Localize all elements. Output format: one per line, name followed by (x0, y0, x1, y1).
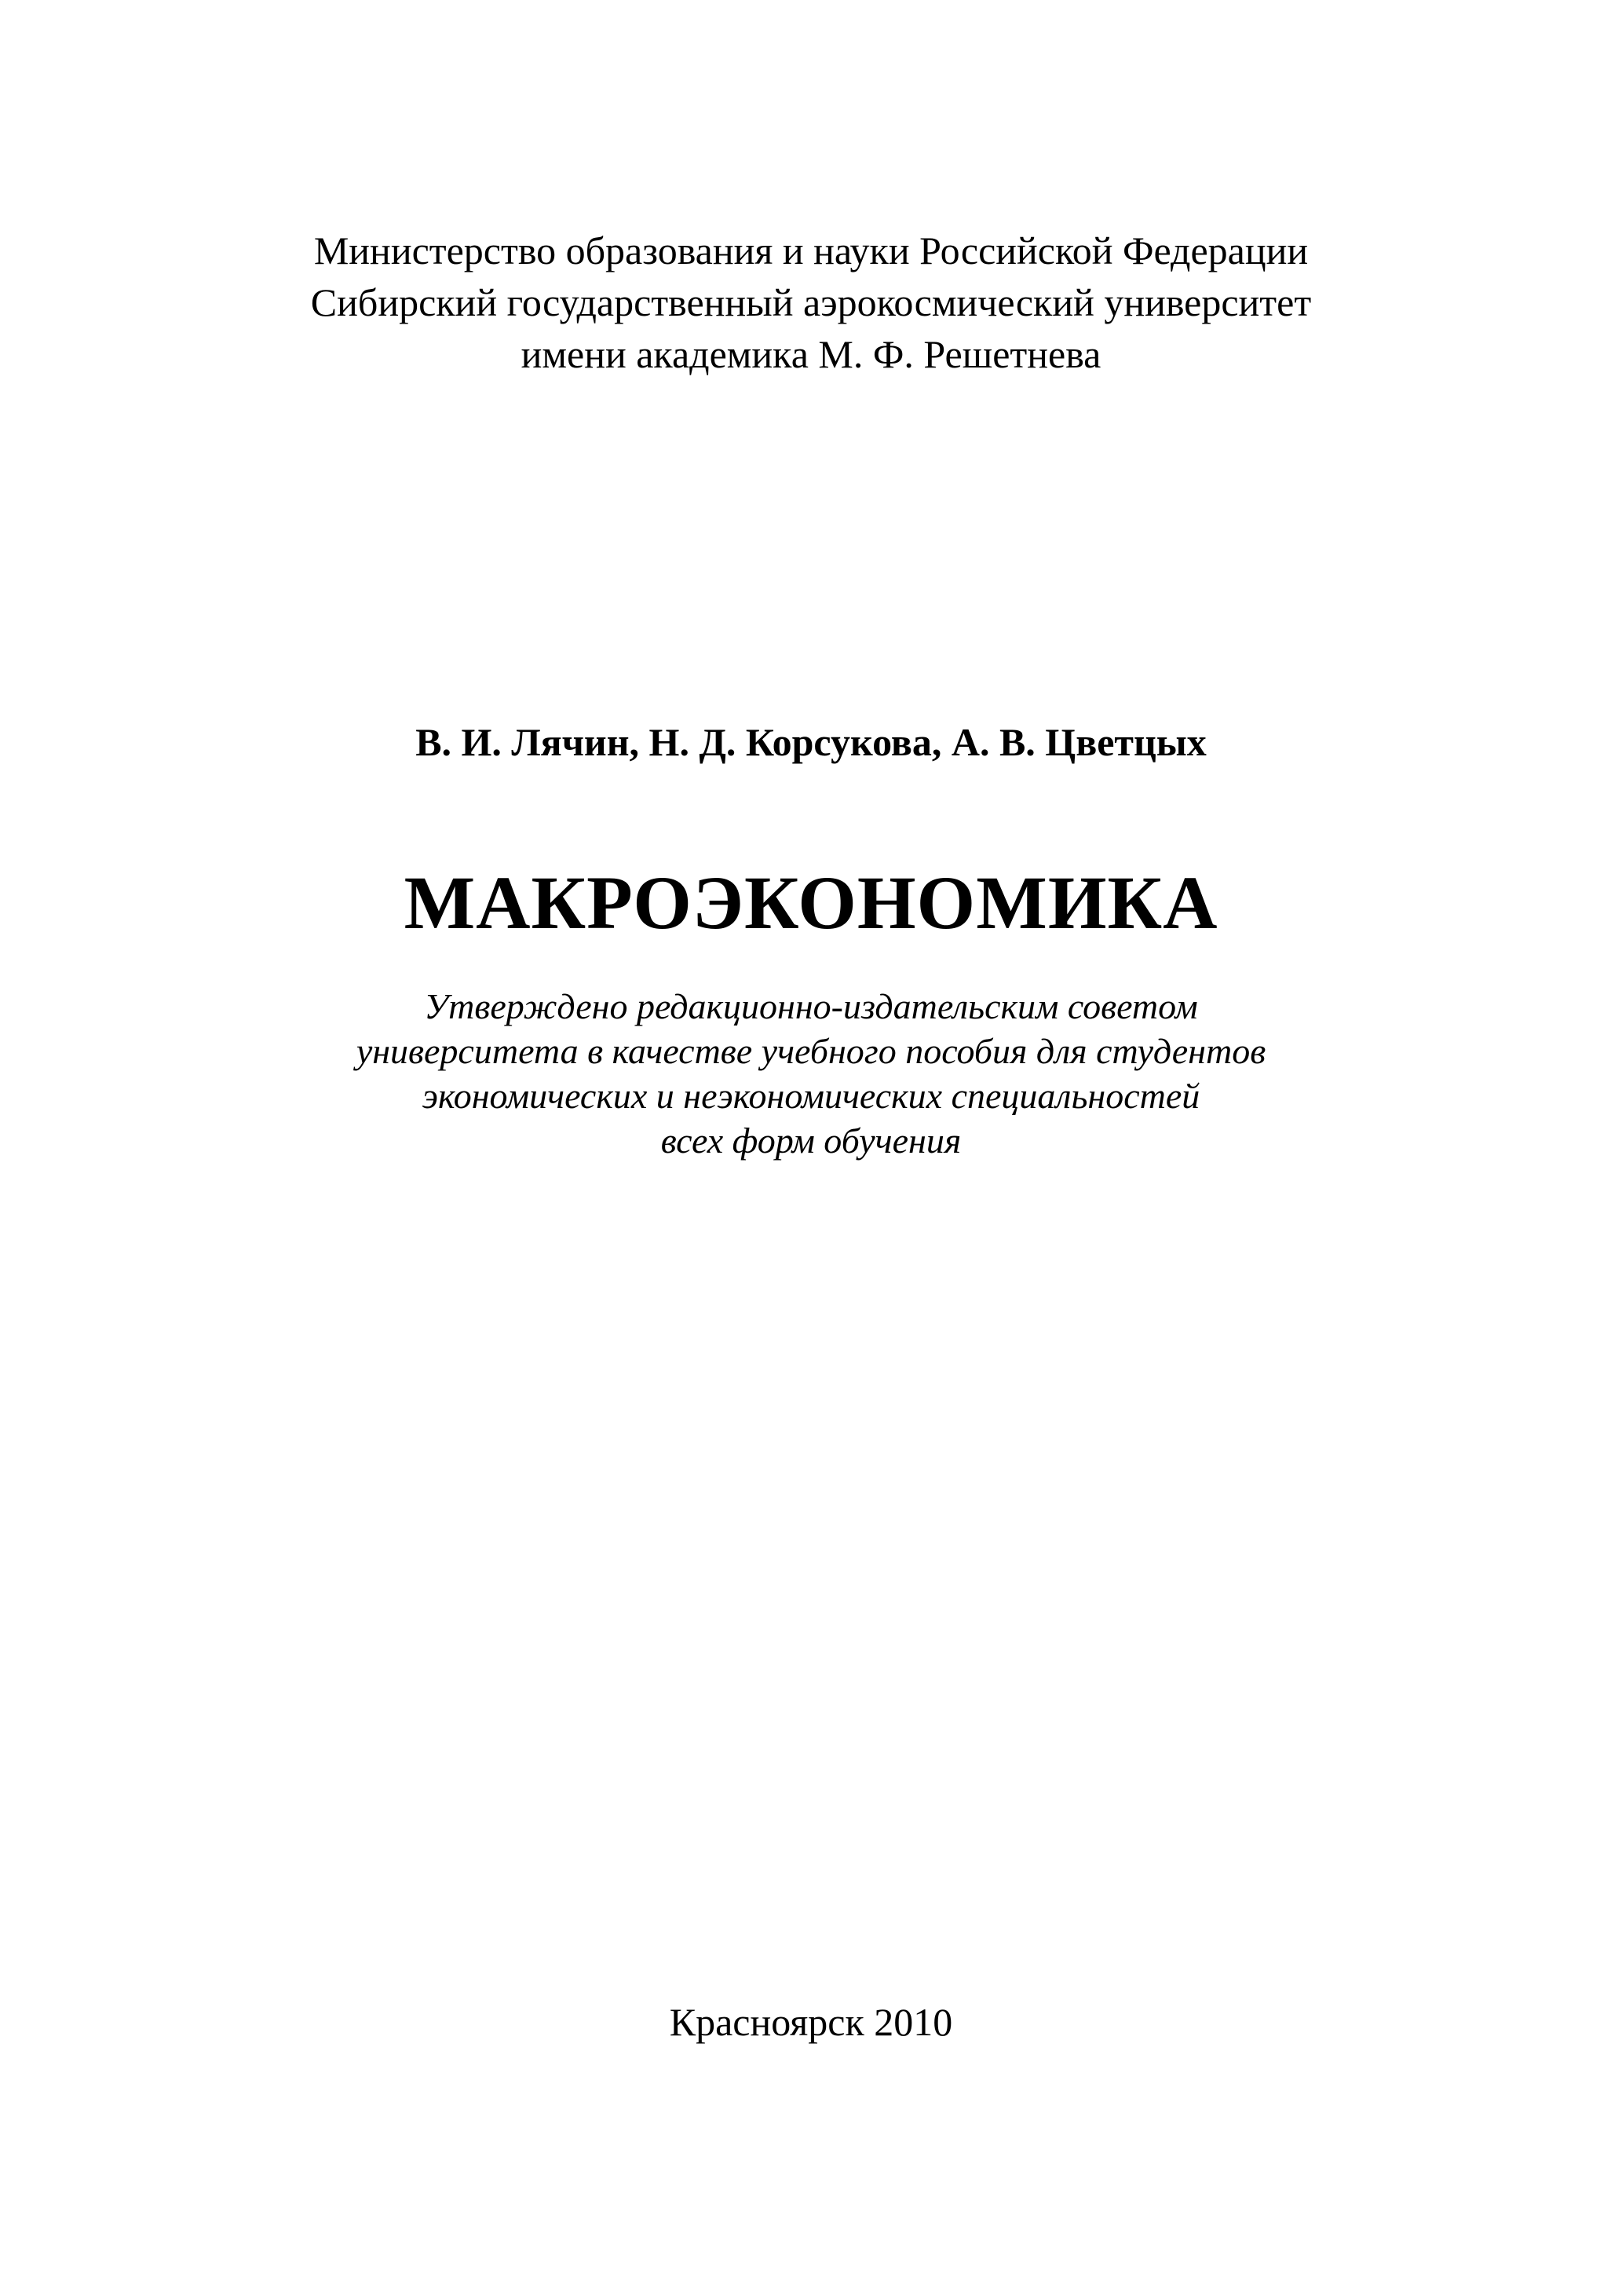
ministry-line: Министерство образования и науки Российской Федерации (313, 229, 1309, 272)
approval-line: всех форм обучения (660, 1121, 962, 1161)
approval-statement (0, 984, 1622, 1163)
institution-header (0, 225, 1622, 380)
approval-line: университета в качестве учебного пособия для студентов (356, 1031, 1266, 1071)
university-name-line: имени академика М. Ф. Решетнева (521, 332, 1101, 376)
approval-line: экономических и неэкономических специальностей (422, 1076, 1200, 1116)
book-title: МАКРОЭКОНОМИКА (404, 861, 1218, 945)
authors: В. И. Лячин, Н. Д. Корсукова, А. В. Цветцых (415, 720, 1207, 764)
university-line: Сибирский государственный аэрокосмический университет (310, 280, 1312, 324)
approval-line: Утверждено редакционно-издательским советом (424, 986, 1198, 1026)
place-and-year: Красноярск 2010 (669, 2000, 953, 2044)
